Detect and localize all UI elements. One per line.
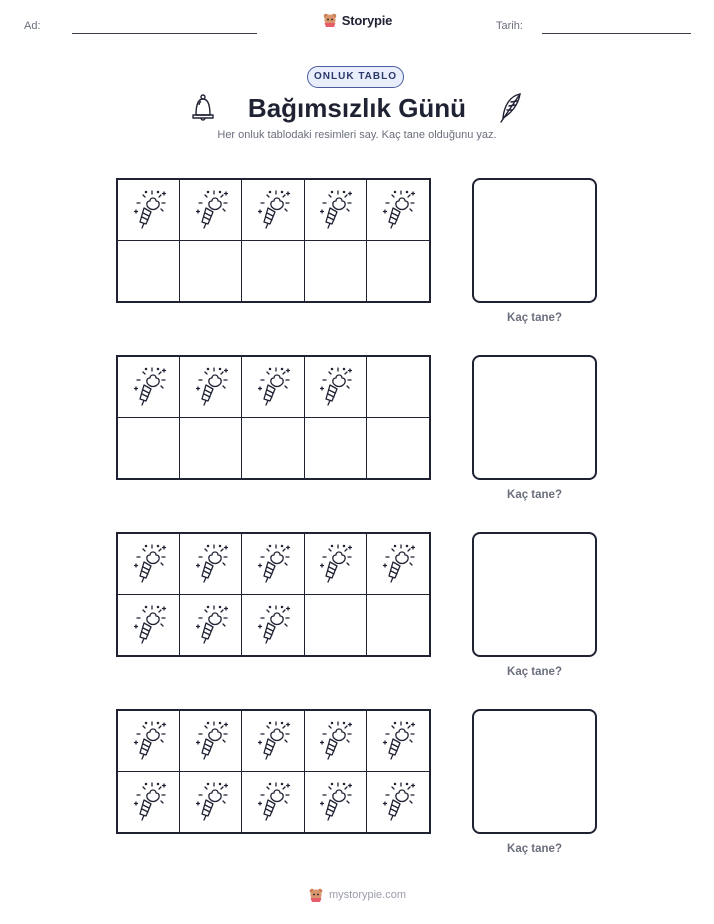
worksheet-type-badge: ONLUK TABLO — [307, 66, 404, 88]
answer-box[interactable] — [472, 532, 597, 657]
ten-frame-cell — [242, 357, 304, 418]
ten-frame — [116, 532, 431, 657]
ten-frame-cell — [367, 180, 429, 241]
ten-frame-cell — [180, 357, 242, 418]
ten-frame-cell — [180, 241, 242, 302]
ten-frame-cell — [367, 534, 429, 595]
firework-rocket-icon — [317, 188, 353, 232]
date-field[interactable] — [542, 33, 691, 34]
ten-frame-cell — [367, 357, 429, 418]
date-label: Tarih: — [496, 20, 523, 32]
ten-frame-cell — [367, 241, 429, 302]
ten-frame-cell — [118, 357, 180, 418]
ten-frame-cell — [118, 180, 180, 241]
firework-rocket-icon — [193, 542, 229, 586]
firework-rocket-icon — [317, 542, 353, 586]
ten-frame-cell — [180, 534, 242, 595]
ten-frame — [116, 355, 431, 480]
ten-frame-cell — [242, 595, 304, 656]
ten-frame-cell — [118, 241, 180, 302]
answer-box[interactable] — [472, 178, 597, 303]
instructions: Her onluk tablodaki resimleri say. Kaç tane olduğunu yaz. — [217, 129, 497, 141]
ten-frame-cell — [305, 595, 367, 656]
ten-frame-cell — [180, 418, 242, 479]
ten-frame-cell — [242, 711, 304, 772]
answer-label: Kaç tane? — [507, 843, 562, 855]
bell-icon — [190, 93, 216, 123]
ten-frame-cell — [305, 418, 367, 479]
ten-frame-cell — [305, 772, 367, 833]
firework-rocket-icon — [317, 780, 353, 824]
name-label: Ad: — [24, 20, 41, 32]
ten-frame — [116, 178, 431, 303]
title-row — [0, 88, 714, 128]
ten-frame-cell — [118, 711, 180, 772]
firework-rocket-icon — [131, 719, 167, 763]
firework-rocket-icon — [255, 542, 291, 586]
ten-frame-cell — [305, 534, 367, 595]
answer-label: Kaç tane? — [507, 489, 562, 501]
firework-rocket-icon — [380, 542, 416, 586]
firework-rocket-icon — [131, 780, 167, 824]
ten-frame-cell — [305, 180, 367, 241]
ten-frame-cell — [242, 241, 304, 302]
ten-frame-cell — [118, 418, 180, 479]
firework-rocket-icon — [131, 542, 167, 586]
firework-rocket-icon — [193, 719, 229, 763]
name-field[interactable] — [72, 33, 257, 34]
firework-rocket-icon — [255, 780, 291, 824]
ten-frame-cell — [305, 241, 367, 302]
ten-frame-cell — [118, 534, 180, 595]
ten-frame-cell — [367, 418, 429, 479]
bear-pie-logo-icon — [308, 887, 324, 903]
answer-label: Kaç tane? — [507, 312, 562, 324]
ten-frame-cell — [367, 595, 429, 656]
footer — [0, 887, 714, 903]
firework-rocket-icon — [317, 719, 353, 763]
firework-rocket-icon — [255, 188, 291, 232]
brand-name: Storypie — [341, 12, 393, 28]
bear-pie-logo-icon — [322, 12, 338, 28]
ten-frame-cell — [242, 418, 304, 479]
firework-rocket-icon — [193, 365, 229, 409]
brand-logo — [0, 12, 714, 28]
firework-rocket-icon — [317, 365, 353, 409]
firework-rocket-icon — [380, 188, 416, 232]
ten-frame-cell — [242, 180, 304, 241]
firework-rocket-icon — [193, 780, 229, 824]
ten-frame — [116, 709, 431, 834]
ten-frame-cell — [180, 772, 242, 833]
firework-rocket-icon — [131, 603, 167, 647]
firework-rocket-icon — [131, 365, 167, 409]
firework-rocket-icon — [193, 188, 229, 232]
ten-frame-cell — [242, 534, 304, 595]
ten-frame-cell — [367, 772, 429, 833]
ten-frame-cell — [305, 357, 367, 418]
answer-label: Kaç tane? — [507, 666, 562, 678]
firework-rocket-icon — [255, 719, 291, 763]
ten-frame-cell — [118, 772, 180, 833]
quill-feather-icon — [498, 92, 524, 124]
answer-box[interactable] — [472, 709, 597, 834]
firework-rocket-icon — [193, 603, 229, 647]
ten-frame-cell — [180, 711, 242, 772]
ten-frame-cell — [180, 595, 242, 656]
ten-frame-cell — [242, 772, 304, 833]
ten-frame-cell — [305, 711, 367, 772]
firework-rocket-icon — [255, 603, 291, 647]
ten-frame-cell — [180, 180, 242, 241]
page-title: Bağımsızlık Günü — [247, 92, 467, 123]
firework-rocket-icon — [131, 188, 167, 232]
answer-box[interactable] — [472, 355, 597, 480]
footer-url: mystorypie.com — [328, 889, 407, 901]
ten-frame-cell — [118, 595, 180, 656]
firework-rocket-icon — [380, 719, 416, 763]
ten-frame-cell — [367, 711, 429, 772]
firework-rocket-icon — [255, 365, 291, 409]
firework-rocket-icon — [380, 780, 416, 824]
